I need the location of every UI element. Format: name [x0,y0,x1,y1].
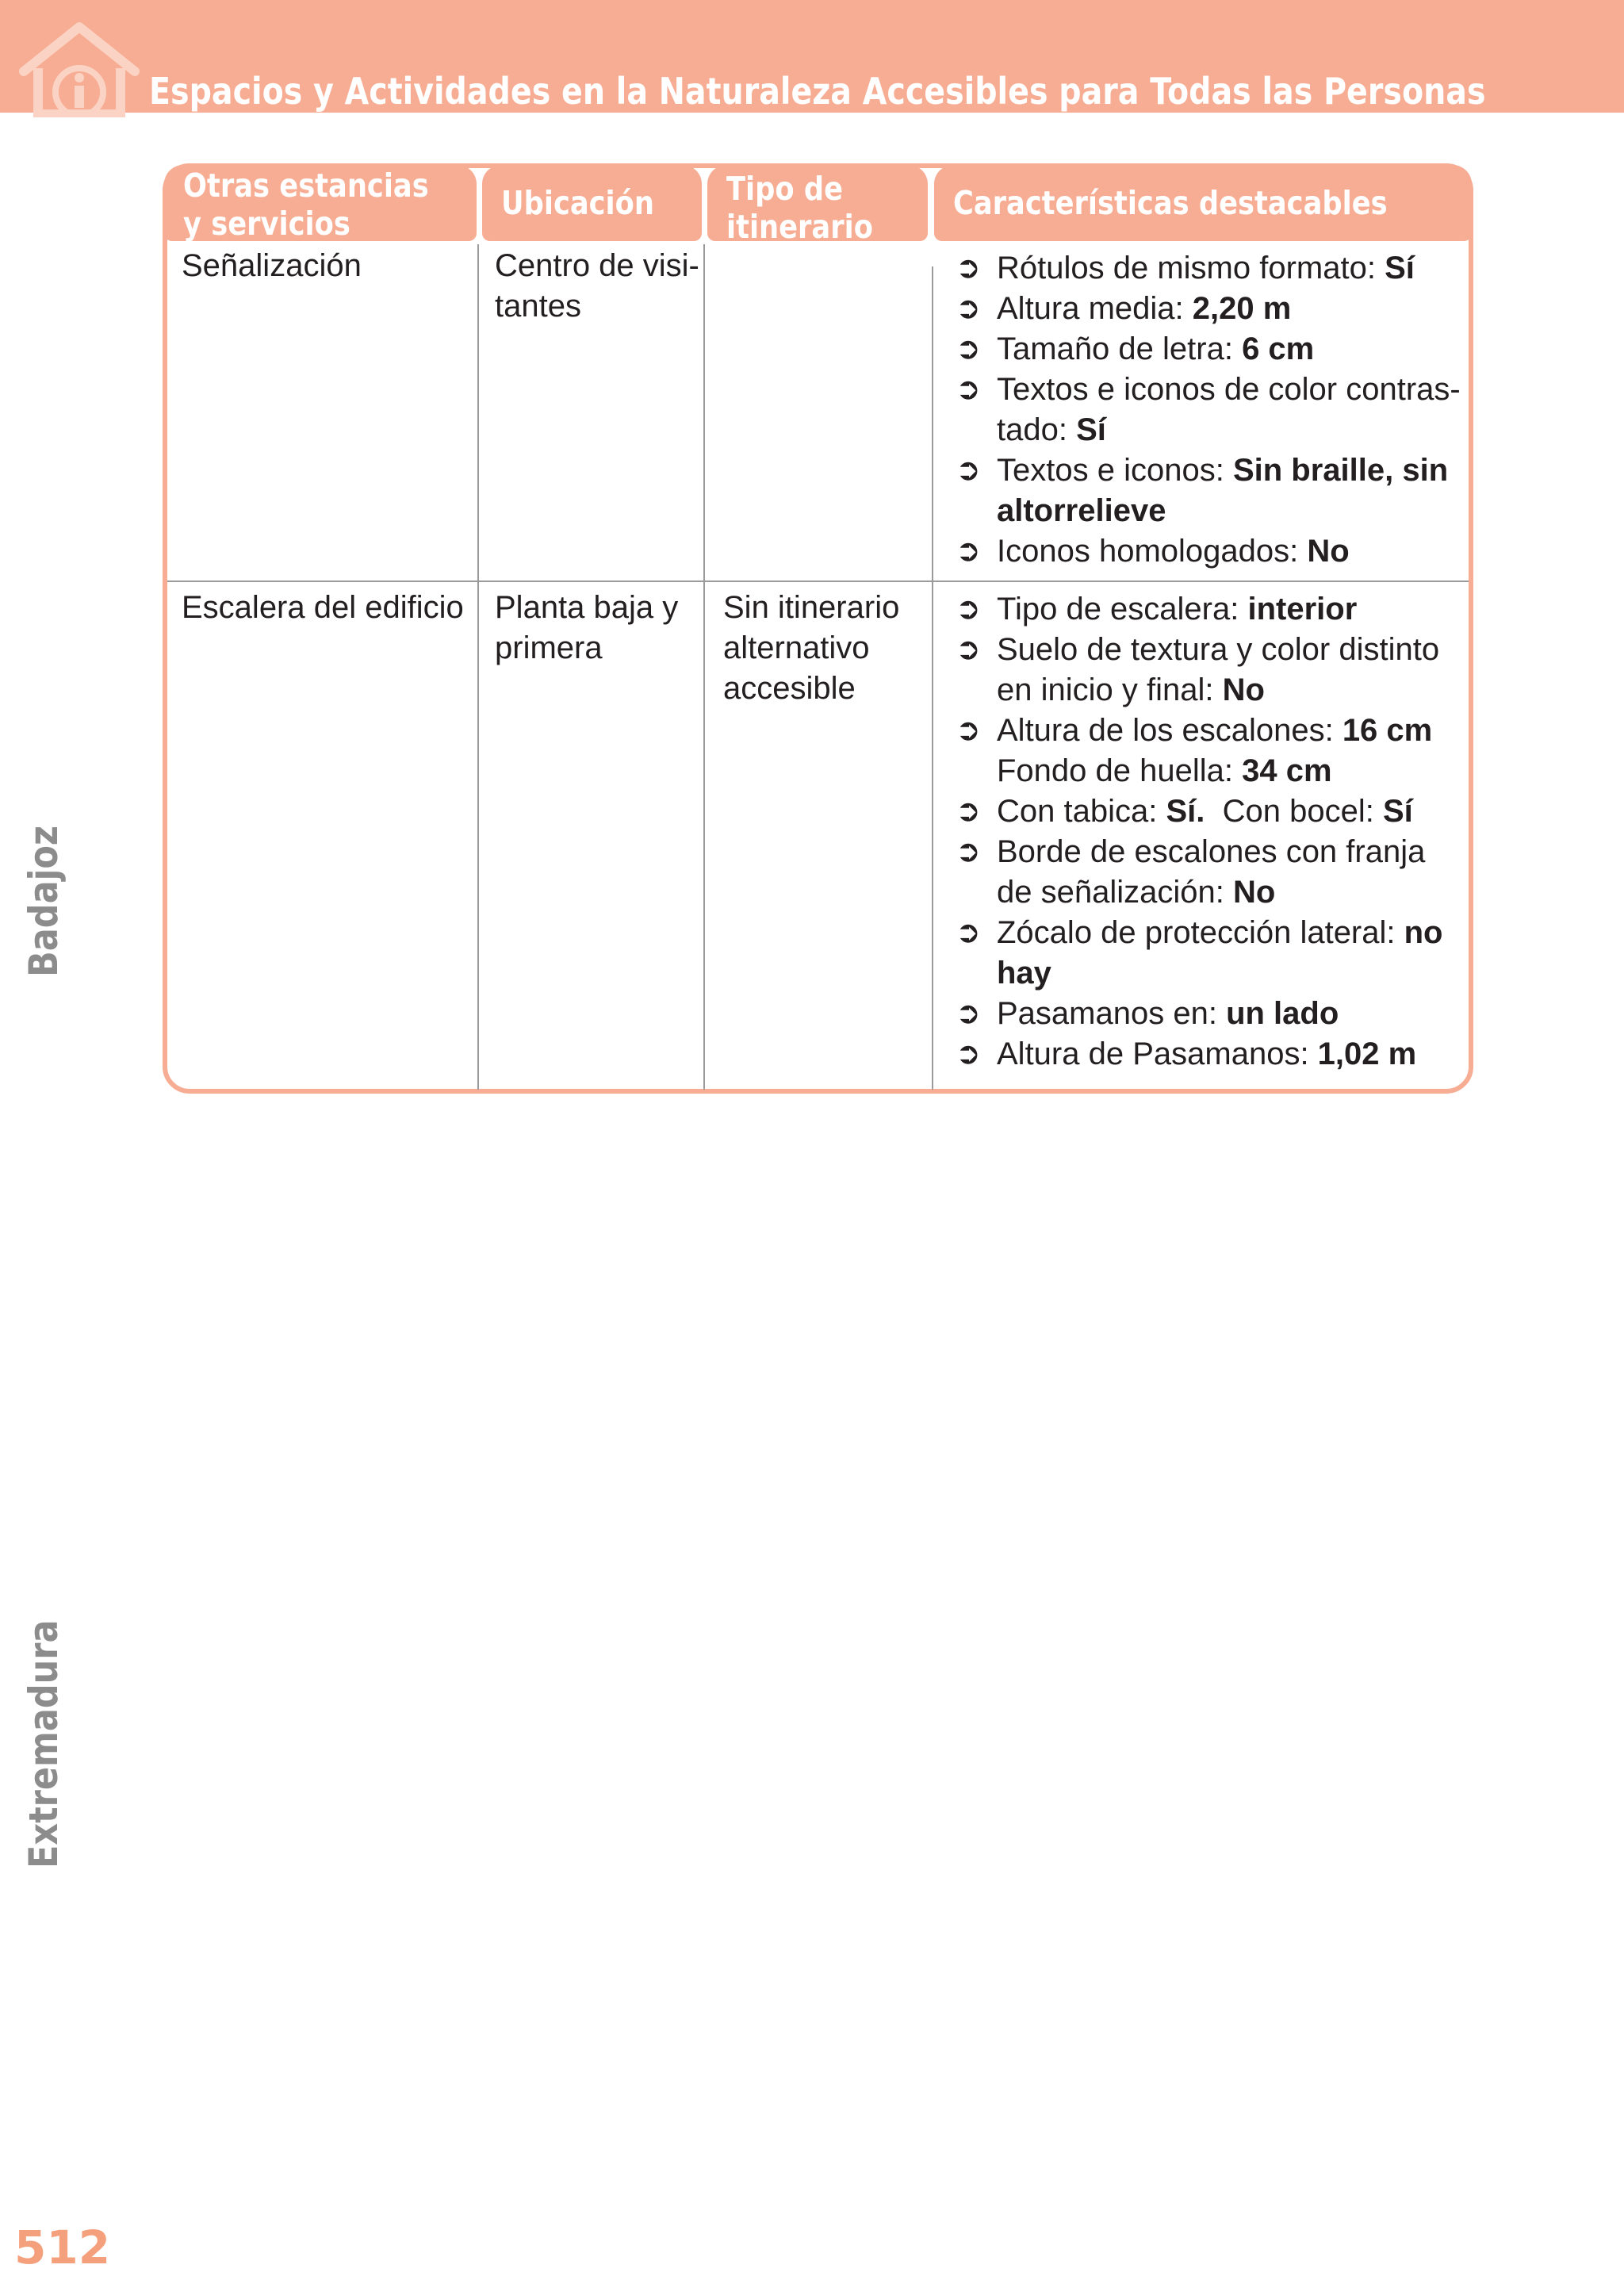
arrow-bullet-icon: ➲ [956,1037,981,1071]
column-header-caracteristicas [934,165,1472,241]
column-divider [932,266,933,1090]
header-title: Espacios y Actividades en la Naturaleza Accesibles para Todas las Personas [149,70,1486,113]
arrow-bullet-icon: ➲ [956,454,981,487]
arrow-bullet-icon: ➲ [956,535,981,568]
side-label-province: Badajoz [21,826,67,977]
list-item: ➲ Tamaño de letra: 6 cm [956,329,1463,370]
arrow-bullet-icon: ➲ [956,633,981,666]
cell-line: primera [495,630,603,665]
cell-line: Planta baja y [495,590,679,625]
column-header-estancias [164,165,477,241]
arrow-bullet-icon: ➲ [956,592,981,626]
side-label-region: Extremadura [21,1619,67,1868]
column-header-line: itinerario [726,208,873,246]
list-item: ➲ Altura media: 2,20 m [956,289,1463,329]
list-item: ➲ Altura de Pasamanos: 1,02 m [956,1034,1463,1075]
column-header-line: Ubicación [501,184,654,222]
list-item: ➲ Textos e iconos de color contras- tado: Sí [956,370,1463,450]
list-item: ➲ Pasamanos en: un lado [956,994,1463,1034]
arrow-bullet-icon: ➲ [956,251,981,285]
table-cell-ubicacion [495,246,699,327]
list-item: ➲ Suelo de textura y color distinto en inicio y final: No [956,630,1463,711]
list-item: ➲ Borde de escalones con franja de señalización: No [956,832,1463,913]
column-header-ubicacion [482,165,702,241]
row-divider [167,581,1469,582]
column-header-line: Otras estancias [183,167,429,205]
list-item: ➲ Altura de los escalones: 16 cm Fondo de huella: 34 cm [956,711,1463,791]
list-item: ➲ Rótulos de mismo formato: Sí [956,248,1463,289]
list-item: ➲ Con tabica: Sí. Con bocel: Sí [956,791,1463,832]
feature-list [956,589,1463,1075]
list-item: ➲ Tipo de escalera: interior [956,589,1463,630]
column-header-line: Tipo de [726,170,844,208]
arrow-bullet-icon: ➲ [956,292,981,325]
column-divider [703,244,705,1090]
arrow-bullet-icon: ➲ [956,835,981,868]
cell-line: tantes [495,289,581,324]
arrow-bullet-icon: ➲ [956,997,981,1030]
arrow-bullet-icon: ➲ [956,373,981,406]
page-number: 512 [14,2221,111,2274]
arrow-bullet-icon: ➲ [956,916,981,949]
cell-line: alternativo [723,630,870,665]
cell-line: Sin itinerario [723,590,900,625]
table-cell-estancia: Señalización [182,248,362,283]
arrow-bullet-icon: ➲ [956,714,981,747]
table-cell-estancia: Escalera del edificio [182,590,464,625]
arrow-bullet-icon: ➲ [956,795,981,828]
column-header-line: y servicios [183,205,350,243]
page-header [0,0,1624,113]
cell-line: accesible [723,671,856,706]
arrow-bullet-icon: ➲ [956,332,981,366]
cell-line: Centro de visi- [495,248,699,283]
feature-list [956,248,1463,572]
column-header-line: Características destacables [953,184,1388,222]
list-item: ➲ Zócalo de protección lateral: no hay [956,913,1463,994]
table-cell-ubicacion [495,588,678,669]
list-item: ➲ Iconos homologados: No [956,531,1463,572]
house-info-icon [16,22,143,117]
column-divider [477,244,479,1090]
column-header-itinerario [707,165,928,246]
table-cell-itinerario [723,588,899,709]
list-item: ➲ Textos e iconos: Sin braille, sin altorrelieve [956,450,1463,531]
